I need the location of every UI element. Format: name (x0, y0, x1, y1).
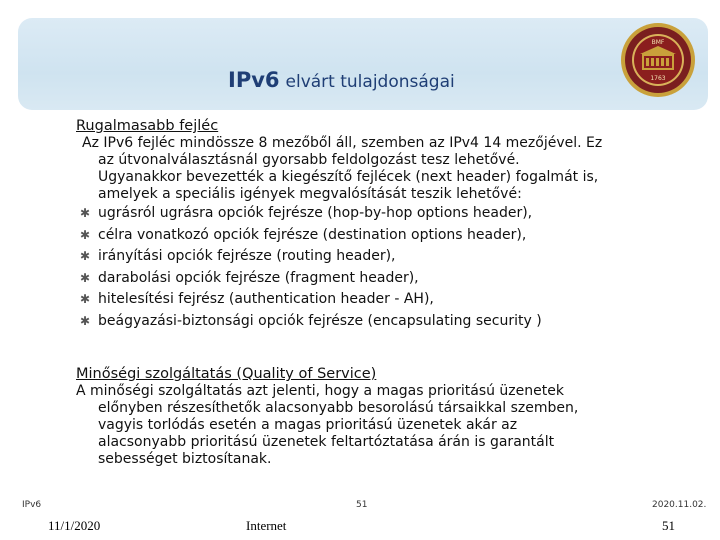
bullet-star-icon: ✱ (80, 249, 91, 263)
list-item (76, 225, 676, 247)
list-item-text: beágyazási-biztonsági opciók fejrésze (encapsulating security ) (98, 312, 542, 329)
section2-heading: Minőségi szolgáltatás (Quality of Service) (76, 366, 377, 382)
list-item (76, 311, 676, 333)
footer-date: 11/1/2020 (48, 518, 101, 533)
section2-line-1: A minőségi szolgáltatás azt jelenti, hogy a magas prioritású üzenetek (76, 383, 564, 399)
logo-bottom-text: 1763 (650, 75, 666, 82)
list-item (76, 289, 676, 311)
list-item-text: hitelesítési fejrész (authentication header - AH), (98, 291, 434, 307)
section1-line-4: amelyek a speciális igények megvalósítását teszik lehetővé: (98, 186, 522, 202)
bullet-star-icon: ✱ (80, 292, 91, 306)
university-seal-logo (620, 22, 696, 98)
header-band (18, 18, 708, 110)
section2-line-3: vagyis torlódás esetén a magas prioritású üzenetek akár az (98, 417, 518, 433)
list-item (76, 246, 676, 268)
bullet-star-icon: ✱ (80, 227, 91, 242)
extension-header-list (76, 203, 676, 332)
footer-page-number: 51 (662, 518, 675, 533)
title-main: IPv6 (228, 68, 280, 92)
footer-title: Internet (246, 518, 287, 533)
footer-right-date: 2020.11.02. (652, 500, 707, 510)
list-item-text: irányítási opciók fejrésze (routing header), (98, 248, 396, 264)
logo-top-text: BMF (651, 39, 665, 46)
title-rest: elvárt tulajdonságai (285, 72, 455, 92)
footer-center-page-number: 51 (356, 500, 368, 510)
section2-line-5: sebességet biztosítanak. (98, 451, 272, 467)
section-quality-of-service (76, 366, 686, 468)
slide-title (228, 68, 455, 92)
list-item-text: ugrásról ugrásra opciók fejrésze (hop-by-hop options header), (98, 205, 533, 221)
section2-line-4: alacsonyabb prioritású üzenetek feltartóztatása árán is garantált (98, 434, 555, 450)
list-item (76, 268, 676, 290)
section1-line-3: Ugyanakkor bevezették a kiegészítő fejlécek (next header) fogalmát is, (98, 169, 599, 185)
bullet-star-icon: ✱ (80, 206, 91, 220)
bullet-star-icon: ✱ (80, 270, 91, 285)
footer-left-label: IPv6 (22, 500, 42, 510)
section1-heading: Rugalmasabb fejléc (76, 118, 219, 134)
section-flexible-header (76, 118, 676, 332)
list-item-text: célra vonatkozó opciók fejrésze (destination options header), (98, 226, 527, 243)
section1-line-1: Az IPv6 fejléc mindössze 8 mezőből áll, szemben az IPv4 14 mezőjével. Ez (82, 135, 603, 151)
bullet-star-icon: ✱ (80, 313, 91, 328)
section1-line-2: az útvonalválasztásnál gyorsabb feldolgozást tesz lehetővé. (98, 152, 520, 168)
list-item (76, 203, 676, 225)
list-item-text: darabolási opciók fejrésze (fragment header), (98, 269, 419, 286)
section2-line-2: előnyben részesíthetők alacsonyabb besorolású társaikkal szemben, (98, 400, 579, 416)
